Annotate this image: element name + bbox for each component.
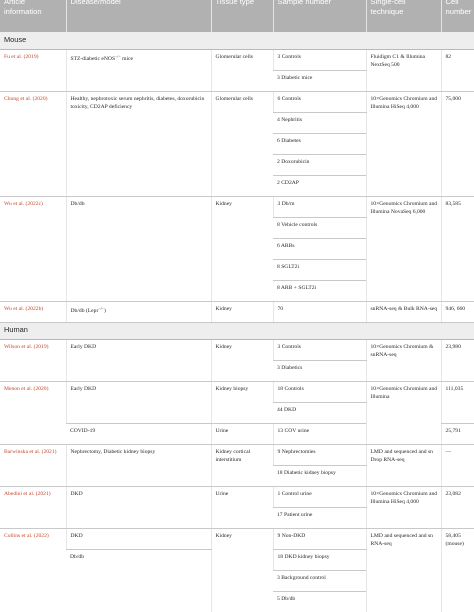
cells-cell: 83,585: [441, 196, 474, 301]
sample-cell: 17 Patient urine: [273, 507, 366, 528]
header-article: Article information: [0, 0, 66, 32]
sample-cell: 3 Db/m: [273, 196, 366, 217]
table-row: [0, 339, 474, 360]
header-cells: Cell number: [441, 0, 474, 32]
sample-cell: 8 SGLT2i: [273, 259, 366, 280]
disease-cell: DKD: [66, 486, 211, 528]
sample-cell: 70: [273, 301, 366, 322]
cells-cell: 58,405 (mouse): [441, 528, 474, 612]
sample-cell: 13 COV urine: [273, 423, 366, 444]
sample-cell: 2 CD2AP: [273, 175, 366, 196]
technique-cell: 10×Genomics Chromium and Illumina HiSeq 4,000: [366, 486, 441, 528]
tissue-cell: Urine: [211, 423, 273, 444]
technique-cell: Fluidigm C1 & Illumina NextSeq 500: [366, 49, 441, 91]
header-row: [0, 0, 474, 32]
sample-cell: 6 ARBs: [273, 238, 366, 259]
table-row: [0, 91, 474, 112]
tissue-cell: Kidney: [211, 339, 273, 381]
citation-link[interactable]: Wu et al. (2022b): [0, 301, 66, 322]
disease-cell: [66, 49, 211, 91]
sample-cell: 9 Non-DKD: [273, 528, 366, 549]
superscript: −/−: [115, 53, 121, 59]
citation-link[interactable]: Fu et al. (2019): [0, 49, 66, 91]
sample-cell: 3 Background control: [273, 570, 366, 591]
disease-cell: Early DKD: [66, 339, 211, 381]
sample-cell: 3 Diabetics: [273, 360, 366, 381]
disease-cell: Db/db: [70, 553, 84, 560]
technique-cell: 10×Genomics Chromium & snRNA-seq: [366, 339, 441, 381]
section-row-human: [0, 322, 474, 339]
sample-cell: 3 Controls: [273, 49, 366, 70]
tissue-cell: Kidney cortical interstitium: [211, 444, 273, 486]
table-row: [0, 49, 474, 70]
cells-cell: 111,035: [441, 381, 474, 423]
sample-cell: 3 Controls: [273, 339, 366, 360]
tissue-cell: Glomerular cells: [211, 91, 273, 196]
citation-link[interactable]: Wu et al. (2022c): [0, 196, 66, 301]
superscript: −/−: [98, 305, 104, 311]
table-row: [0, 196, 474, 217]
tissue-cell: Kidney biopsy: [211, 381, 273, 423]
disease-cell: Db/db: [66, 196, 211, 301]
tissue-cell: Kidney: [211, 196, 273, 301]
cells-cell: 23,082: [441, 486, 474, 528]
sample-cell: 3 Diabetic mice: [273, 70, 366, 91]
disease-cell: Healthy, nephrotoxic serum nephritis, diabetes, doxorubicin toxicity, CD2AP deficiency: [66, 91, 211, 196]
section-row-mouse: [0, 32, 474, 49]
technique-cell: LMD and sequenced and sn RNA-seq: [366, 528, 441, 612]
technique-cell: snRNA-seq & Bulk RNA-seq: [366, 301, 441, 322]
disease-cell: [66, 301, 211, 322]
sample-cell: 4 Nephritis: [273, 112, 366, 133]
disease-text: ): [103, 307, 106, 314]
table-row: [0, 301, 474, 322]
sample-cell: 8 ARB + SGLT2i: [273, 280, 366, 301]
section-label: Human: [0, 322, 474, 339]
cells-cell: —: [441, 444, 474, 486]
cells-cell: 946, 660: [441, 301, 474, 322]
tissue-cell: Urine: [211, 486, 273, 528]
sample-cell: 9 Nephrectomies: [273, 444, 366, 465]
section-label: Mouse: [0, 32, 474, 49]
tissue-cell: Kidney: [211, 528, 273, 612]
table-row: [0, 444, 474, 465]
sample-cell: 44 DKD: [273, 402, 366, 423]
table-row: [0, 528, 474, 549]
sample-cell: 18 Controls: [273, 381, 366, 402]
tissue-cell: Kidney: [211, 301, 273, 322]
citation-link[interactable]: Abedini et al. (2021): [0, 486, 66, 528]
disease-cell: Nephrectomy, Diabetic kidney biopsy: [66, 444, 211, 486]
sample-cell: 6 Diabetes: [273, 133, 366, 154]
header-sample: Sample number: [273, 0, 366, 32]
sample-cell: 2 Doxorubicin: [273, 154, 366, 175]
cells-cell: 82: [441, 49, 474, 91]
sample-cell: 8 Vehicle controls: [273, 217, 366, 238]
disease-cell: DKD: [66, 528, 211, 549]
sample-cell: 18 DKD kidney biopsy: [273, 549, 366, 570]
technique-cell: 10×Genomics Chromium and Illumina: [366, 381, 441, 444]
citation-link[interactable]: Chung et al. (2020): [0, 91, 66, 196]
disease-cell: Early DKD: [66, 381, 211, 423]
table-row: [0, 381, 474, 402]
technique-cell: 10×Genomics Chromium and Illumina NovaSeq 6,000: [366, 196, 441, 301]
sample-cell: 1 Control urine: [273, 486, 366, 507]
cells-cell: 23,980: [441, 339, 474, 381]
technique-cell: 10×Genomics Chromium and Illumina HiSeq 4,000: [366, 91, 441, 196]
table-row: [0, 486, 474, 507]
disease-text: mice: [120, 55, 133, 62]
sample-cell: 18 Diabetic kidney biopsy: [273, 465, 366, 486]
header-technique: Single-cell technique: [366, 0, 441, 32]
sample-cell: 6 Controls: [273, 91, 366, 112]
disease-text: Db/db (Lepr: [70, 307, 99, 314]
header-disease: Disease/model: [66, 0, 211, 32]
cells-cell: 25,791: [441, 423, 474, 444]
sample-cell: 5 Db/db: [277, 595, 296, 602]
citation-link[interactable]: Wilson et al. (2019): [0, 339, 66, 381]
citation-link[interactable]: Menon et al. (2020): [0, 381, 66, 444]
header-tissue: Tissue type: [211, 0, 273, 32]
disease-text: STZ-diabetic eNOS: [70, 55, 116, 62]
disease-cell: COVID-19: [66, 423, 211, 444]
technique-cell: LMD and sequenced and sn Drop RNA-seq: [366, 444, 441, 486]
citation-link[interactable]: Barwinska et al. (2021): [0, 444, 66, 486]
cells-cell: 75,000: [441, 91, 474, 196]
citation-link[interactable]: Collins et al. (2022): [4, 532, 49, 539]
tissue-cell: Glomerular cells: [211, 49, 273, 91]
